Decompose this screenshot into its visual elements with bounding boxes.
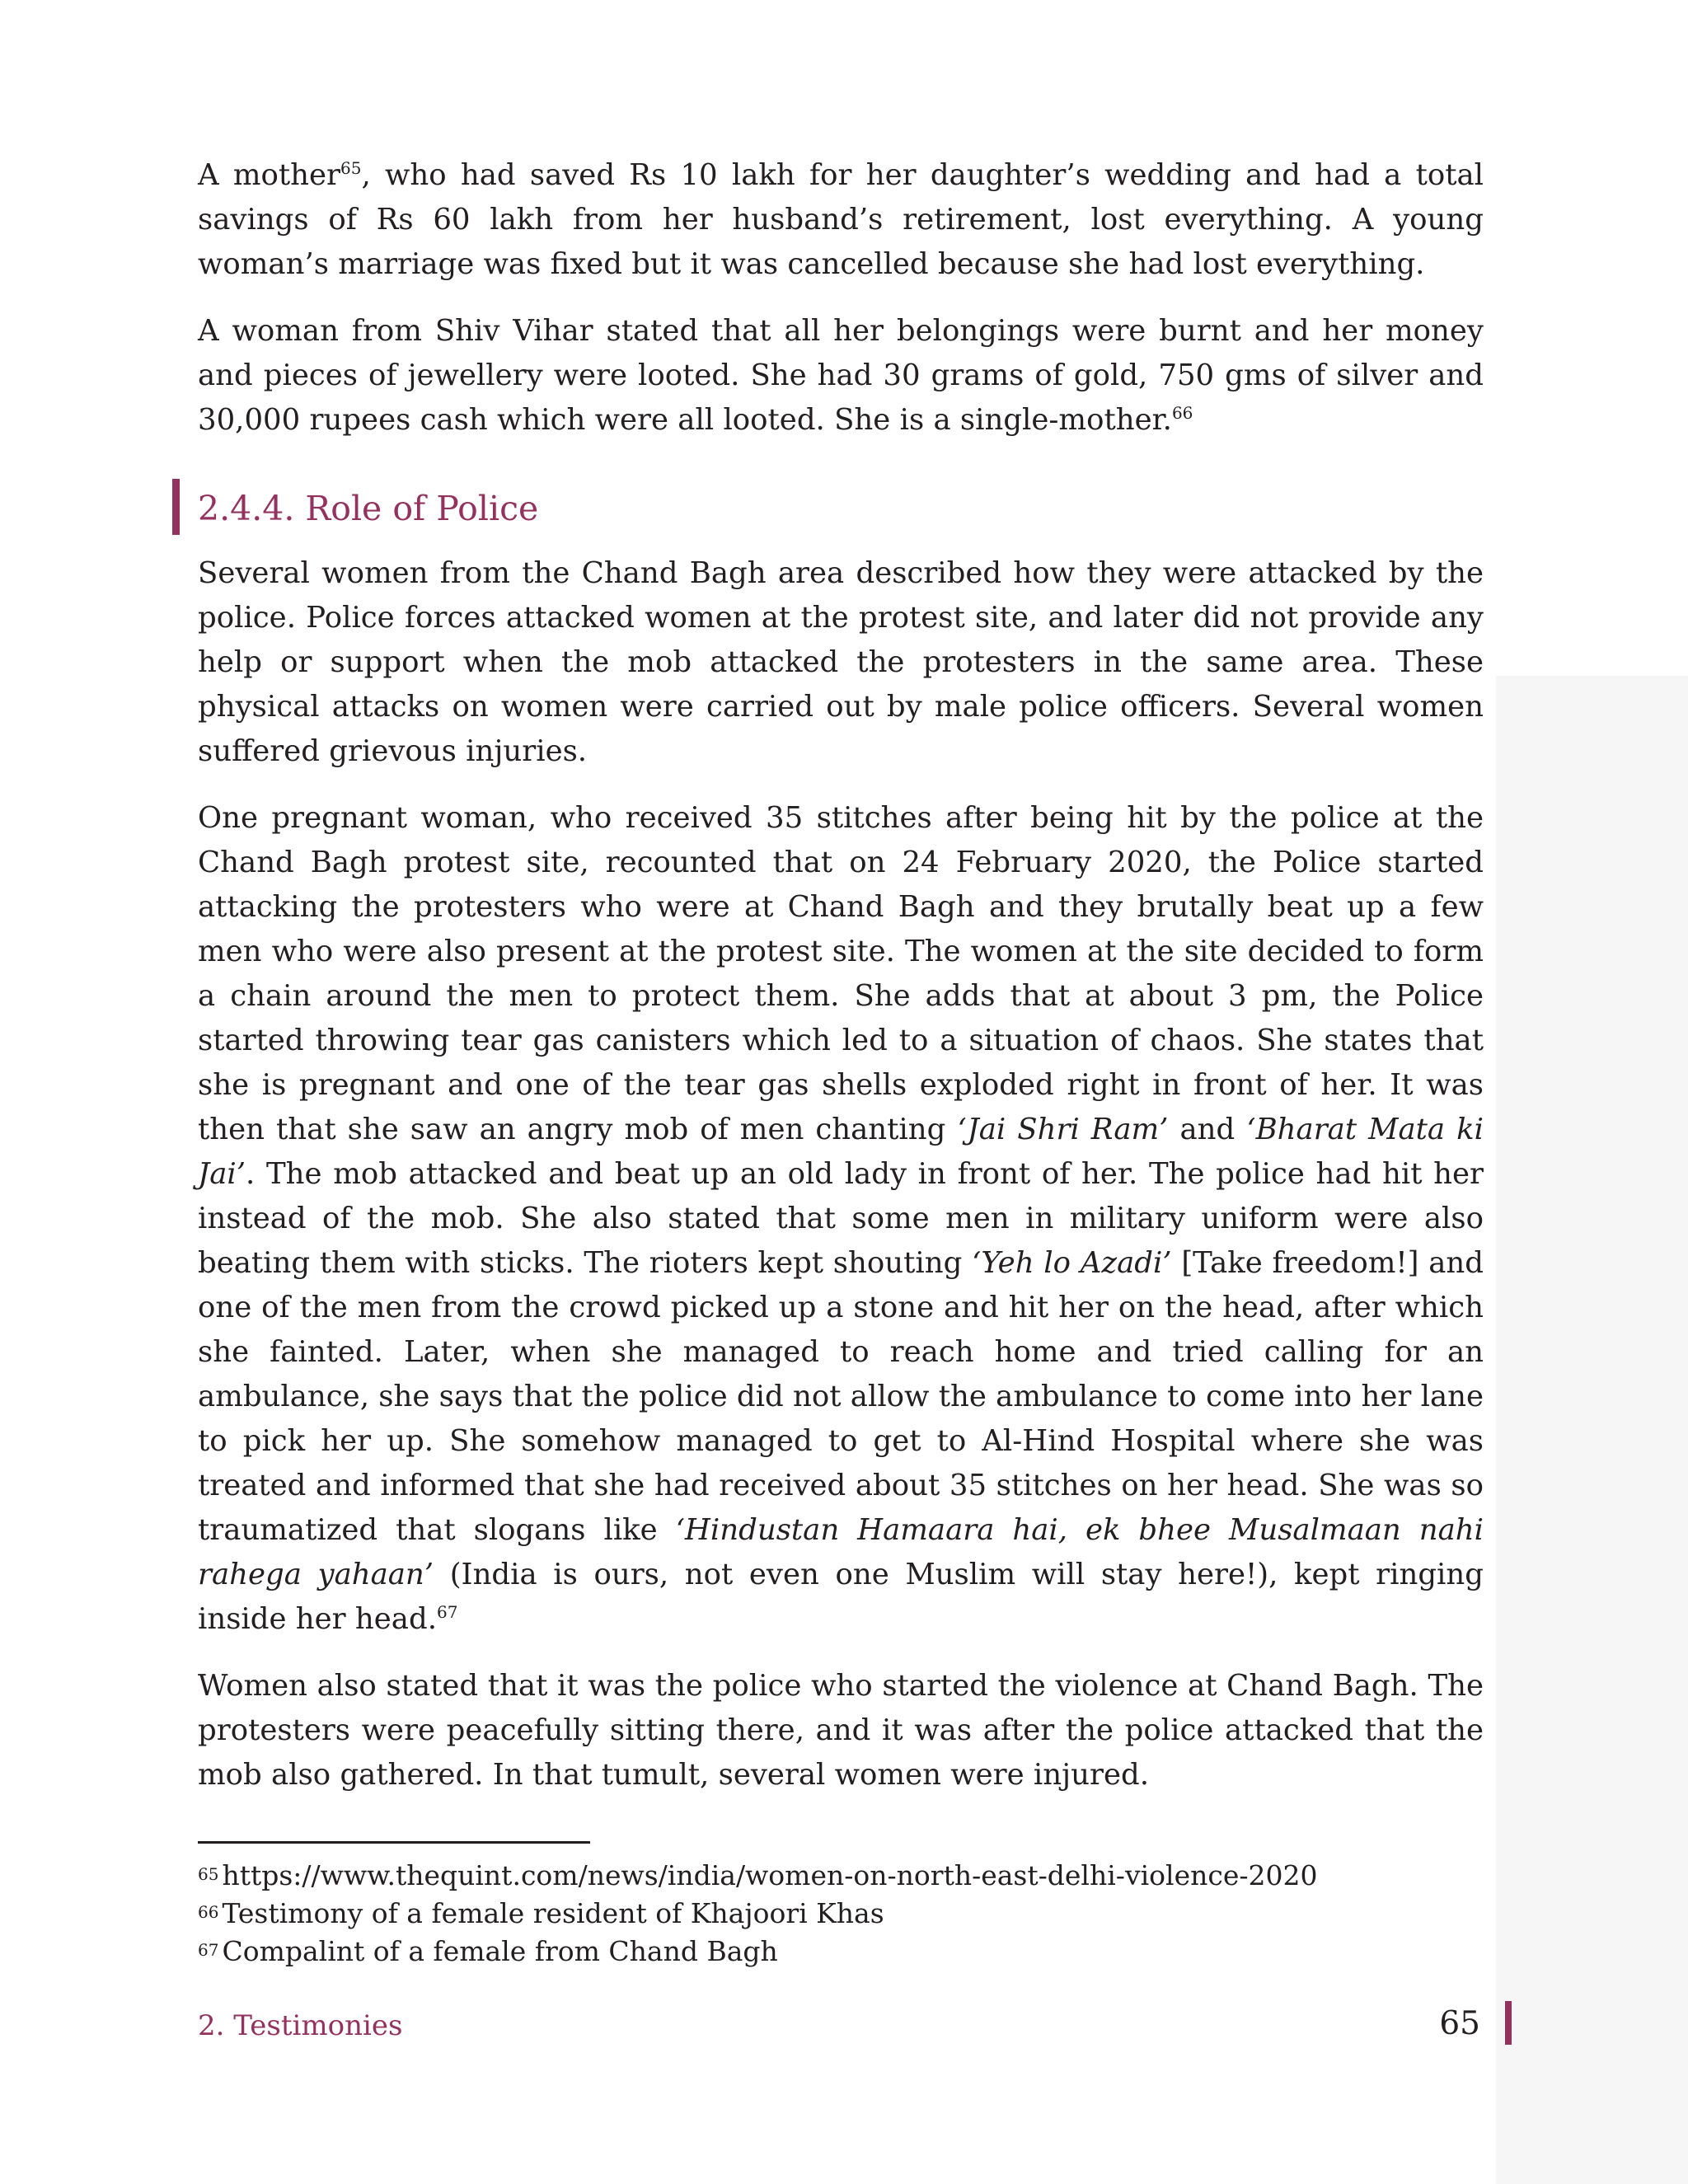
footnote-number: 67	[198, 1940, 219, 1960]
paragraph-text: A woman from Shiv Vihar stated that all her belongings were burnt and her money and pieces of jewellery were looted. She had 30 grams of gold, 750 gms of silver and 30,000 rupees cash which were all looted. She is a single-mother.	[198, 314, 1484, 437]
footnote-number: 66	[198, 1902, 219, 1922]
footnote-67	[198, 1932, 1484, 1970]
footnote-link[interactable]: https://www.thequint.com/news/india/women-on-north-east-delhi-violence-2020	[222, 1859, 1318, 1891]
footnote-divider	[198, 1841, 590, 1844]
body-paragraph	[198, 551, 1484, 774]
body-paragraph	[198, 153, 1484, 287]
page-number: 65	[1439, 2005, 1480, 2042]
italic-quote: ‘Hindustan Hamaara hai, ek bhee Musalmaan nahi rahega yahaan’	[198, 1513, 1484, 1591]
footnote-text: Compalint of a female from Chand Bagh	[222, 1935, 778, 1967]
footnote-reference[interactable]: 66	[1171, 403, 1193, 424]
footnote-reference[interactable]: 67	[436, 1602, 458, 1623]
footer-chapter: 2. Testimonies	[198, 2009, 403, 2042]
paragraph-text: [Take freedom!] and one of the men from the crowd picked up a stone and hit her on the head, after which she fainted. Later, when she managed to reach home and tried calling for an ambulance, she says that the police did not allow the ambulance to come into her lane to pick her up. She somehow managed to get to Al-Hind Hospital where she was treated and informed that she had received about 35 stitches on her head. She was so traumatized that slogans like	[198, 1246, 1484, 1547]
section-heading-text: 2.4.4. Role of Police	[198, 489, 539, 528]
footnote-66	[198, 1894, 1484, 1932]
paragraph-text: (India is ours, not even one Muslim will stay here!), kept ringing inside her head.	[198, 1558, 1484, 1636]
page-body	[198, 153, 1484, 1820]
body-paragraph	[198, 1664, 1484, 1797]
body-paragraph	[198, 796, 1484, 1642]
footnote-number: 65	[198, 1864, 219, 1884]
heading-accent-bar	[172, 479, 180, 535]
body-paragraph	[198, 309, 1484, 443]
paragraph-text: Women also stated that it was the police who started the violence at Chand Bagh. The protesters were peacefully sitting there, and it was after the police attacked that the mob also gathered. In that tumult, several women were injured.	[198, 1669, 1484, 1792]
footnote-65	[198, 1856, 1484, 1894]
italic-quote: ‘Bharat Mata ki Jai’	[198, 1113, 1484, 1191]
paragraph-text: . The mob attacked and beat up an old lady in front of her. The police had hit her instead of the mob. She also stated that some men in military uniform were also beating them with sticks. The rioters kept shouting	[198, 1157, 1484, 1280]
paragraph-text: Several women from the Chand Bagh area described how they were attacked by the police. Police forces attacked women at the protest site, and later did not provide any help or support when the mob attacked the protesters in the same area. These physical attacks on women were carried out by male police officers. Several women suffered grievous injuries.	[198, 556, 1484, 768]
footnote-reference[interactable]: 65	[340, 158, 362, 179]
paragraph-text: and	[1168, 1113, 1247, 1146]
footnotes	[198, 1856, 1484, 1970]
paragraph-text: , who had saved Rs 10 lakh for her daughter’s wedding and had a total savings of Rs 60 lakh from her husband’s retirement, lost everything. A young woman’s marriage was fixed but it was cancelled because she had lost everything.	[198, 158, 1484, 281]
bottom-paragraphs	[198, 551, 1484, 1797]
page-number-accent-bar	[1505, 2001, 1512, 2045]
section-heading	[198, 485, 1484, 532]
paragraph-text: A mother	[198, 158, 341, 192]
footnote-text: Testimony of a female resident of Khajoori Khas	[222, 1897, 884, 1929]
paragraph-text: One pregnant woman, who received 35 stitches after being hit by the police at the Chand Bagh protest site, recounted that on 24 February 2020, the Police started attacking the protesters who were at Chand Bagh and they brutally beat up a few men who were also present at the protest site. The women at the site decided to form a chain around the men to protect them. She adds that at about 3 pm, the Police started throwing tear gas canisters which led to a situation of chaos. She states that she is pregnant and one of the tear gas shells exploded right in front of her. It was then that she saw an angry mob of men chanting	[198, 801, 1484, 1146]
top-paragraphs	[198, 153, 1484, 443]
italic-quote: ‘Jai Shri Ram’	[957, 1113, 1169, 1146]
italic-quote: ‘Yeh lo Azadi’	[972, 1246, 1172, 1280]
page-shade	[1496, 676, 1688, 2184]
